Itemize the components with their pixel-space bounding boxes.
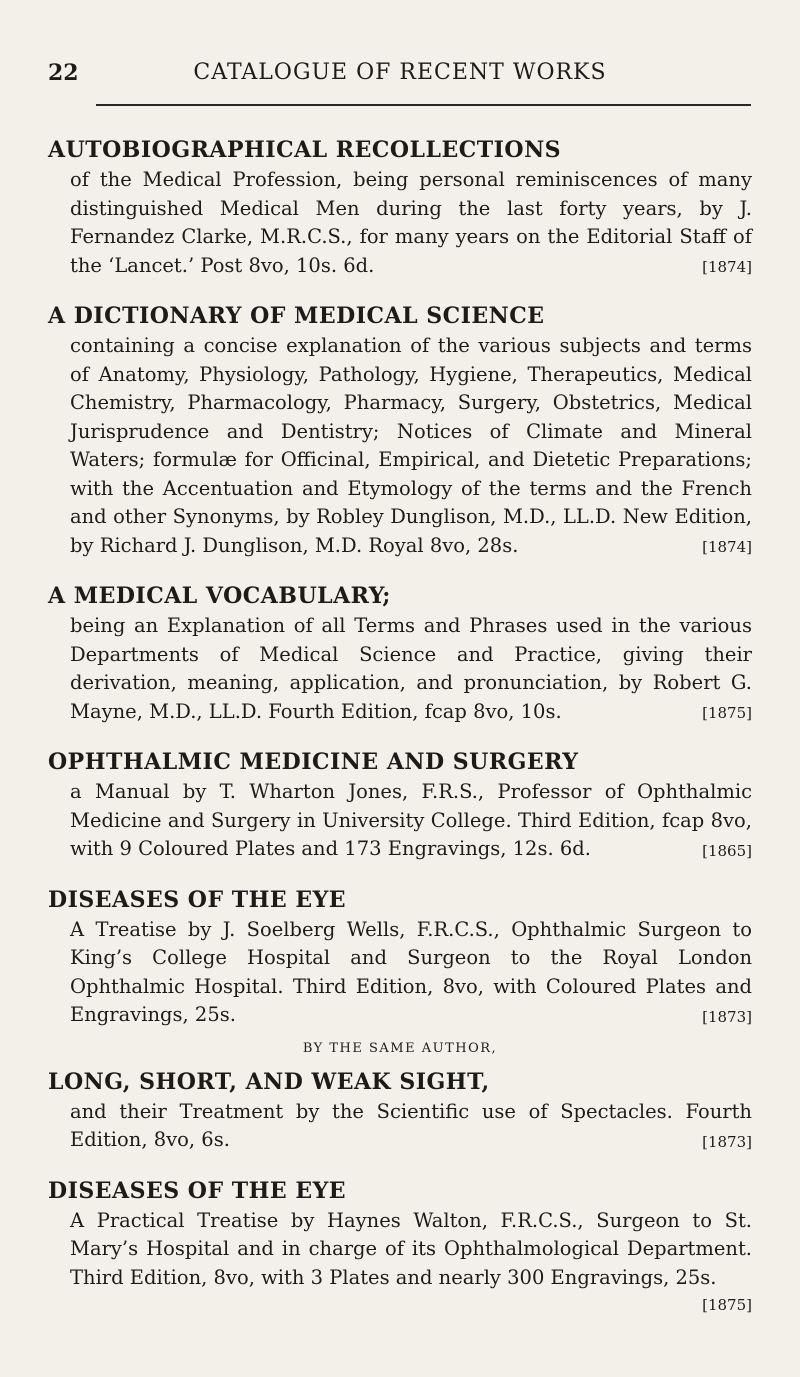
entry-title: DISEASES OF THE EYE <box>48 886 347 913</box>
catalogue-entry <box>0 580 800 726</box>
entry-title: A DICTIONARY OF MEDICAL SCIENCE <box>48 303 545 329</box>
entry-date: [1875] <box>702 1296 752 1314</box>
entry-description: and their Treatment by the Scientific use of Spectacles. Fourth Edition, 8vo, 6s. <box>70 1099 752 1151</box>
entry-description: a Manual by T. Wharton Jones, F.R.S., Professor of Ophthalmic Medicine and Surgery in University College. Third Edition, fcap 8vo, with 9 Coloured Plates and 173 Engravings, 12s. 6d. <box>70 780 752 860</box>
entry-date: [1873] <box>702 1132 752 1151</box>
page-number: 22 <box>48 60 79 86</box>
catalogue-entry <box>0 1175 800 1319</box>
catalogue-entry <box>0 884 800 1030</box>
entry-title: A MEDICAL VOCABULARY; <box>48 583 391 609</box>
entry-title: AUTOBIOGRAPHICAL RECOLLECTIONS <box>48 137 562 163</box>
entry-description: A Practical Treatise by Haynes Walton, F.R.C.S., Surgeon to St. Mary’s Hospital and in charge of its Ophthalmological Department. Third Edition, 8vo, with 3 Plates and nearly 300 Engravings, 25s. <box>70 1208 752 1289</box>
entry-title: LONG, SHORT, AND WEAK SIGHT, <box>48 1068 490 1095</box>
entry-date: [1873] <box>702 1007 752 1026</box>
entry-date: [1874] <box>702 258 752 276</box>
page-header <box>0 60 800 90</box>
entry-title: DISEASES OF THE EYE <box>48 1177 347 1204</box>
catalogue-entry <box>0 746 800 864</box>
header-rule <box>96 104 751 106</box>
catalogue-entry <box>0 1038 800 1155</box>
entry-date: [1874] <box>702 538 752 556</box>
entry-description: being an Explanation of all Terms and Phrases used in the various Departments of Medical Science and Practice, giving their derivation, meaning, application, and pronunciation, by Robert G. Mayne, M.D., LL.D. Fourth Edition, fcap 8vo, 10s. <box>70 614 752 723</box>
running-title: CATALOGUE OF RECENT WORKS <box>193 60 607 85</box>
catalogue-entry <box>0 300 800 560</box>
entry-date: [1865] <box>702 841 752 860</box>
entry-description: A Treatise by J. Soelberg Wells, F.R.C.S., Ophthalmic Surgeon to King’s College Hospital and Surgeon to the Royal London Ophthalmic Hospital. Third Edition, 8vo, with Coloured Plates and Engravings, 25s. <box>70 917 752 1026</box>
catalogue-entry <box>0 134 800 280</box>
same-author-note: BY THE SAME AUTHOR, <box>302 1040 498 1056</box>
entry-description: containing a concise explanation of the various subjects and terms of Anatomy, Physiology, Pathology, Hygiene, Therapeutics, Medical Chemistry, Pharmacology, Pharmacy, Surgery, Obstetrics, Medical Jurisprudence and Dentistry; Notices of Climate and Mineral Waters; formulæ for Officinal, Empirical, and Dietetic Preparations; with the Accentuation and Etymology of the terms and the French and other Synonyms, by Robley Dunglison, M.D., LL.D. New Edition, by Richard J. Dunglison, M.D. Royal 8vo, 28s. <box>70 334 752 557</box>
entry-date: [1875] <box>702 704 752 722</box>
entry-title: OPHTHALMIC MEDICINE AND SURGERY <box>48 749 579 775</box>
entry-description: of the Medical Profession, being personal reminiscences of many distinguished Medical Men during the last forty years, by J. Fernandez Clarke, M.R.C.S., for many years on the Editorial Staff of the ‘Lancet.’ Post 8vo, 10s. 6d. <box>70 168 752 277</box>
catalogue-entries <box>0 134 800 1338</box>
